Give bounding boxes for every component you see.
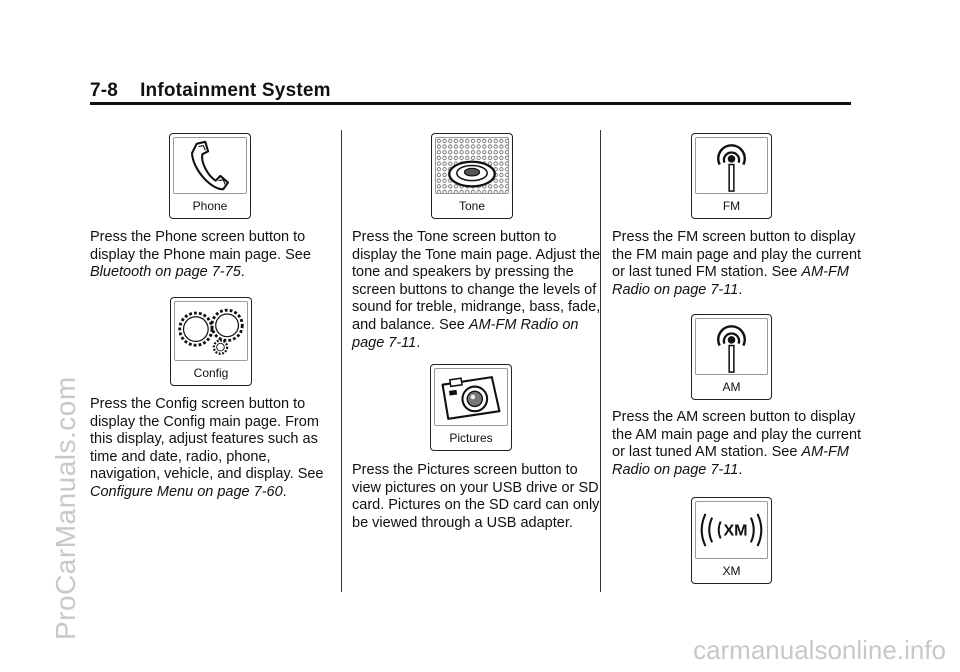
pictures-description: Press the Pictures screen button to view pictures on your USB drive or SD card. Pictures on the SD card can only be viewed through a USB adapter. [352, 462, 600, 531]
bluetooth-page-ref[interactable]: Bluetooth on page 7-75 [90, 264, 241, 281]
tone-screen-button[interactable] [431, 133, 513, 219]
config-label: Config [193, 366, 229, 380]
fm-am-fm-page-ref[interactable]: AM-FM Radio on page 7-11 [612, 264, 849, 298]
tone-am-fm-page-ref[interactable]: AM-FM Radio on page 7-11 [352, 316, 579, 351]
phone-screen-button[interactable] [169, 133, 251, 219]
header-rule [90, 102, 851, 105]
section-title: Infotainment System [140, 80, 331, 101]
am-screen-button[interactable] [691, 314, 772, 400]
tone-description: Press the Tone screen button to display the Tone main page. Adjust the tone and speakers by pressing the screen buttons to change the levels of sound for treble, midrange, bass, fade, and balance. See AM-FM Radio on page 7-11. [352, 229, 601, 351]
xm-screen-button[interactable] [691, 497, 772, 584]
watermark-bottom: carmanualsonline.info [693, 635, 946, 665]
gears-icon [174, 301, 248, 361]
xm-label: XM [722, 564, 741, 578]
am-description: Press the AM screen button to display the AM main page and play the current or last tuned AM station. See AM-FM Radio on page 7-11. [612, 409, 862, 478]
phone-icon [173, 137, 247, 194]
config-description: Press the Config screen button to display the Config main page. From this display, adjust features such as time and date, radio, phone, navigation, vehicle, and display. See Configure Menu on page 7-60. [90, 396, 324, 500]
phone-label: Phone [192, 199, 228, 213]
page-number: 7-8 [90, 80, 119, 101]
page-header [90, 80, 331, 102]
pictures-screen-button[interactable] [430, 364, 512, 451]
fm-description: Press the FM screen button to display the FM main page and play the current or last tuned FM station. See AM-FM Radio on page 7-11. [612, 229, 862, 298]
camera-icon [434, 368, 508, 426]
am-label: AM [722, 380, 741, 394]
xm-logo-text: XM [723, 521, 748, 540]
phone-description: Press the Phone screen button to display the Phone main page. See Bluetooth on page 7-75. [90, 229, 311, 281]
antenna-icon [695, 137, 768, 194]
xm-logo-icon [695, 501, 768, 559]
column-divider-left [341, 130, 342, 592]
config-screen-button[interactable] [170, 297, 252, 386]
speaker-icon [435, 137, 509, 194]
pictures-label: Pictures [449, 431, 493, 445]
watermark-side: ProCarManuals.com [50, 376, 81, 640]
configure-menu-page-ref[interactable]: Configure Menu on page 7-60 [90, 483, 283, 500]
am-am-fm-page-ref[interactable]: AM-FM Radio on page 7-11 [612, 444, 849, 478]
tone-label: Tone [458, 199, 486, 213]
fm-screen-button[interactable] [691, 133, 772, 219]
antenna-icon [695, 318, 768, 375]
fm-label: FM [722, 199, 741, 213]
